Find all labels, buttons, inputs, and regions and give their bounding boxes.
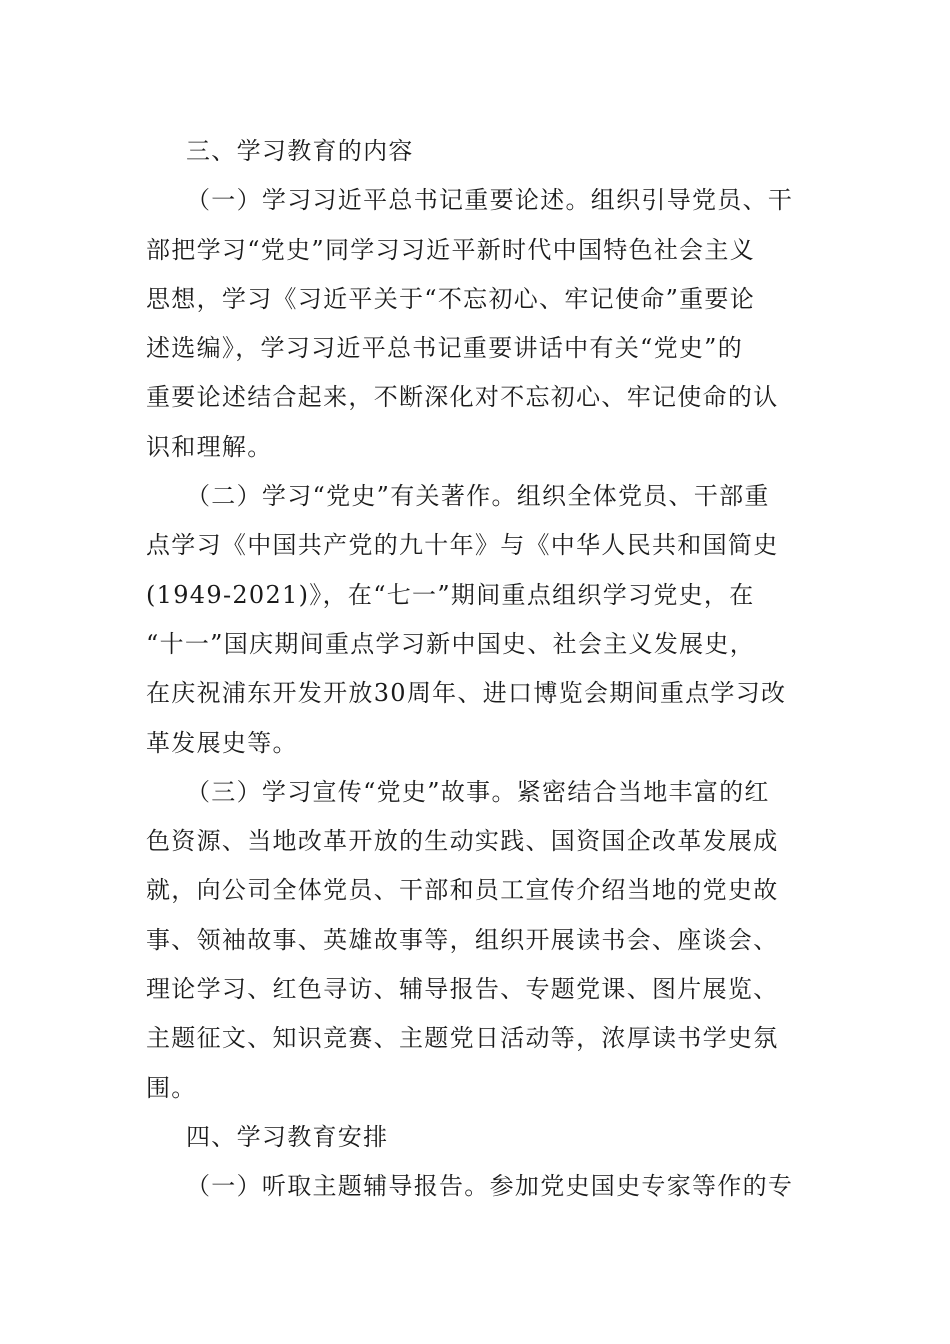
paragraph-line: 主题征文、知识竞赛、主题党日活动等，浓厚读书学史氛 <box>146 1024 779 1053</box>
paragraph-line: 事、领袖故事、英雄故事等，组织开展读书会、座谈会、 <box>146 925 779 954</box>
paragraph-line: 就，向公司全体党员、干部和员工宣传介绍当地的党史故 <box>146 876 779 905</box>
paragraph-line: （三）学习宣传“党史”故事。紧密结合当地丰富的红 <box>186 777 770 806</box>
paragraph-line: 革发展史等。 <box>146 728 298 757</box>
paragraph-line: “十一”国庆期间重点学习新中国史、社会主义发展史， <box>146 629 756 658</box>
paragraph-line: 围。 <box>146 1073 197 1102</box>
section-heading-3: 三、学习教育的内容 <box>186 137 414 165</box>
paragraph-line: 述选编》，学习习近平总书记重要讲话中有关“党史”的 <box>146 334 744 363</box>
paragraph-line: （二）学习“党史”有关著作。组织全体党员、干部重 <box>186 482 770 511</box>
paragraph-line: （一）听取主题辅导报告。参加党史国史专家等作的专 <box>186 1172 794 1201</box>
paragraph-line: 思想，学习《习近平关于“不忘初心、牢记使命”重要论 <box>146 284 756 313</box>
paragraph-line: 重要论述结合起来，不断深化对不忘初心、牢记使命的认 <box>146 383 779 412</box>
paragraph-line: 在庆祝浦东开发开放30周年、进口博览会期间重点学习改 <box>146 679 787 708</box>
document-body <box>146 127 810 1212</box>
paragraph-line: （一）学习习近平总书记重要论述。组织引导党员、干 <box>186 186 794 215</box>
section-heading-4: 四、学习教育安排 <box>186 1122 389 1151</box>
paragraph-line: (1949-2021)》，在“七一”期间重点组织学习党史，在 <box>146 580 755 609</box>
paragraph-line: 点学习《中国共产党的九十年》与《中华人民共和国简史 <box>146 531 779 560</box>
paragraph-line: 识和理解。 <box>146 432 273 461</box>
paragraph-line: 理论学习、红色寻访、辅导报告、专题党课、图片展览、 <box>146 975 779 1004</box>
paragraph-line: 色资源、当地改革开放的生动实践、国资国企改革发展成 <box>146 827 779 856</box>
paragraph-line: 部把学习“党史”同学习习近平新时代中国特色社会主义 <box>146 235 756 264</box>
